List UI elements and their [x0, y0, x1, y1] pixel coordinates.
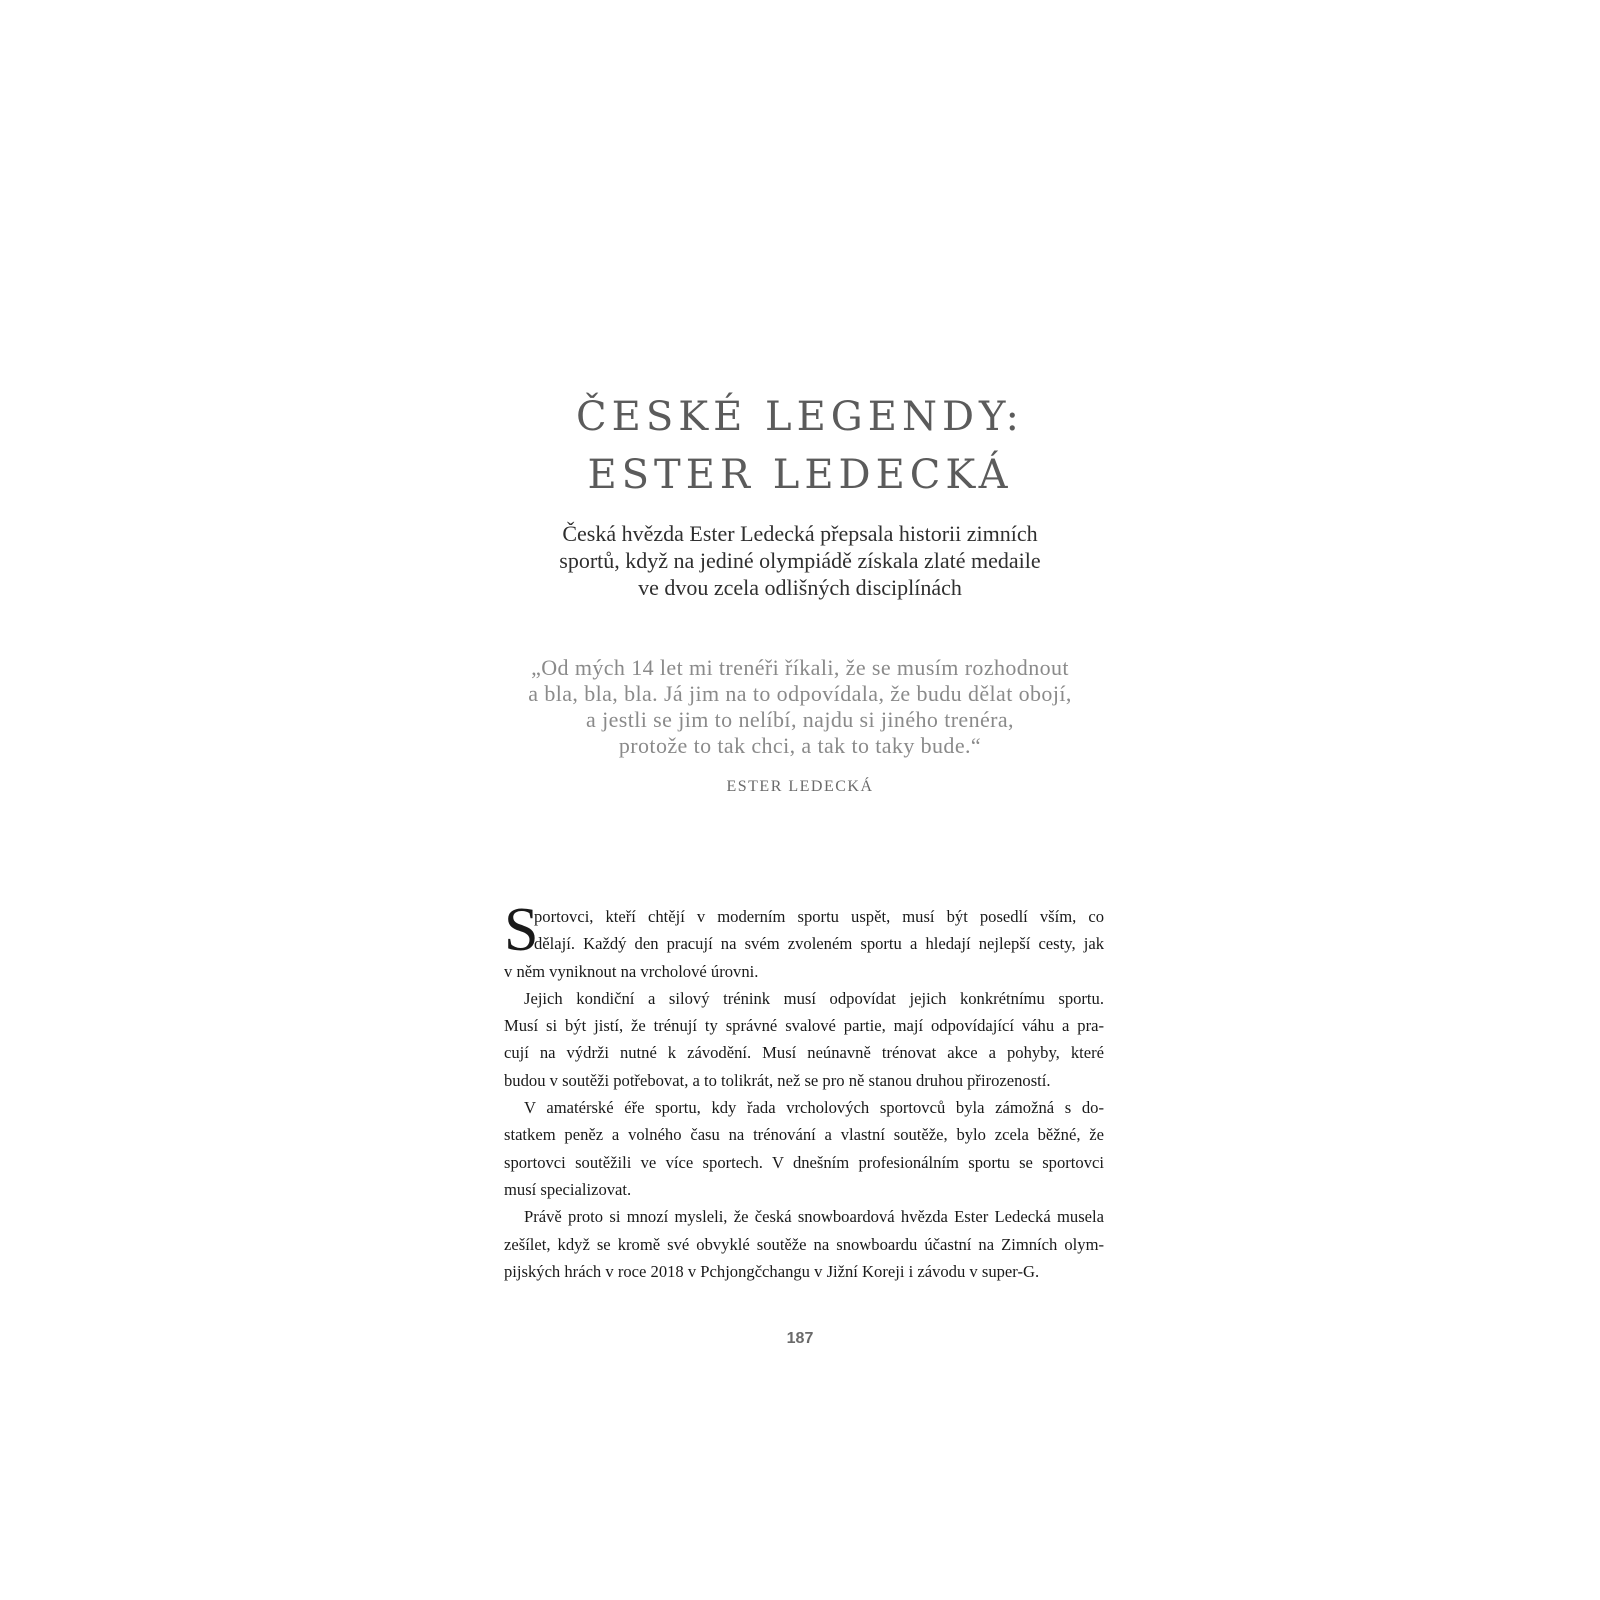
paragraph-3	[504, 1094, 1104, 1203]
text-line: Právě proto si mnozí mysleli, že česká snowboardová hvězda Ester Ledecká musela	[524, 1207, 1104, 1227]
drop-cap: S	[504, 896, 539, 964]
subtitle-line: ve dvou zcela odlišných disciplínách	[638, 575, 962, 600]
quote-line: a jestli se jim to nelíbí, najdu si jiného trenéra,	[586, 707, 1014, 732]
text-line: cují na výdrži nutné k závodění. Musí neúnavně trénovat akce a pohyby, které	[504, 1043, 1104, 1063]
text-line: sportovci soutěžili ve více sportech. V dnešním profesionálním sportu se sportovci	[504, 1152, 1104, 1172]
quote-line: a bla, bla, bla. Já jim na to odpovídala, že budu dělat obojí,	[528, 681, 1072, 706]
text-line: V amatérské éře sportu, kdy řada vrcholových sportovců byla zámožná s do-	[524, 1098, 1104, 1118]
page-number: 187	[786, 1330, 814, 1347]
text-line: v něm vyniknout na vrcholové úrovni.	[504, 961, 759, 981]
paragraph-4	[504, 1203, 1104, 1285]
text-line: portovci, kteří chtějí v moderním sportu uspět, musí být posedlí vším, co	[534, 907, 1104, 926]
text-line: Jejich kondiční a silový trénink musí odpovídat jejich konkrétnímu sportu.	[524, 988, 1104, 1008]
text-line: zešílet, když se kromě své obvyklé soutěže na snowboardu účastní na Zimních olym-	[504, 1234, 1104, 1254]
text-line: musí specializovat.	[504, 1179, 632, 1199]
text-line: Musí si být jistí, že trénují ty správné svalové partie, mají odpovídající váhu a pra-	[504, 1016, 1104, 1036]
quote-author: ESTER LEDECKÁ	[726, 778, 874, 795]
subtitle-line: Česká hvězda Ester Ledecká přepsala historii zimních	[562, 521, 1038, 546]
text-line: dělají. Každý den pracují na svém zvoleném sportu a hledají nejlepší cesty, jak	[534, 934, 1104, 954]
quote-line: protože to tak chci, a tak to taky bude.“	[618, 733, 982, 758]
text-line: budou v soutěži potřebovat, a to tolikrát, než se pro ně stanou druhou přirozeností.	[504, 1070, 1051, 1090]
paragraph-2	[504, 985, 1104, 1094]
paragraph-1	[504, 896, 1104, 985]
text-line: statkem peněz a volného času na trénování a vlastní soutěže, bylo zcela běžné, že	[504, 1125, 1104, 1145]
subtitle	[450, 520, 1150, 601]
text-line: pijských hrách v roce 2018 v Pchjongčchangu v Jižní Koreji i závodu v super-G.	[504, 1261, 1040, 1281]
title-line-1: ČESKÉ LEGENDY:	[576, 394, 1024, 440]
pull-quote	[450, 655, 1150, 759]
page-title	[300, 388, 1300, 504]
quote-line: „Od mých 14 let mi trenéři říkali, že se musím rozhodnout	[531, 655, 1069, 680]
title-line-2: ESTER LEDECKÁ	[587, 452, 1013, 498]
subtitle-line: sportů, když na jediné olympiádě získala zlaté medaile	[559, 548, 1041, 573]
body-text	[504, 896, 1104, 1285]
